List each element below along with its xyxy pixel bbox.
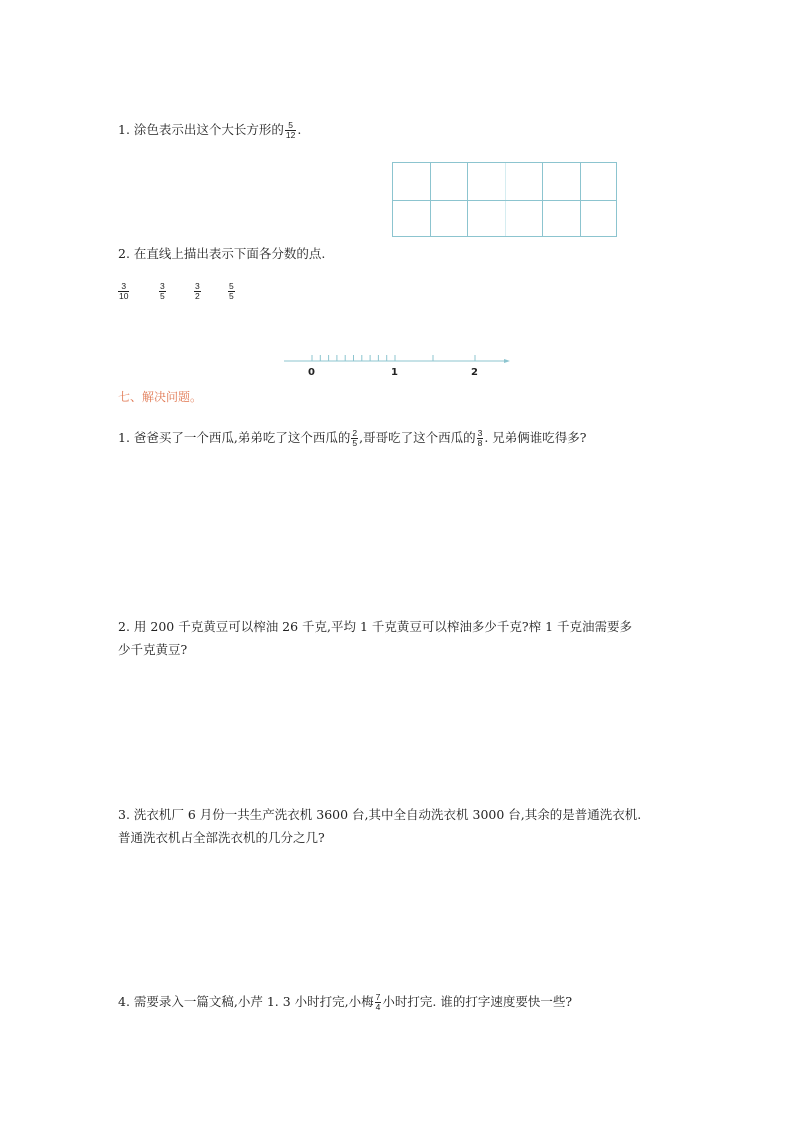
fraction-3-8: $\frac{3}{8}$ [477, 428, 483, 448]
fraction-2-5: $\frac{2}{5}$ [352, 428, 358, 448]
fraction-3-10: $\frac{3}{10}$ [119, 281, 129, 301]
problem-4: 4. 需要录入一篇文稿,小芹 1. 3 小时打完,小梅 $\frac{7}{4}$ 小时打完. 谁的打字速度要快一些? [118, 992, 573, 1012]
section-title: 七、解决问题。 [118, 390, 203, 404]
tick-label-1: 1 [391, 367, 398, 378]
problem-3-line-1: 3. 洗衣机厂 6 月份一共生产洗衣机 3600 台,其中全自动洗衣机 3000 台,其余的是普通洗衣机. [118, 807, 642, 822]
fraction-3-2: $\frac{3}{2}$ [195, 281, 200, 301]
tick-label-2: 2 [471, 367, 478, 378]
fraction-5-5: $\frac{5}{5}$ [229, 281, 234, 301]
problem-2-line-1: 2. 用 200 千克黄豆可以榨油 26 千克,平均 1 千克黄豆可以榨油多少千克?榨 1 千克油需要多 [118, 619, 633, 634]
problem-1: 1. 爸爸买了一个西瓜,弟弟吃了这个西瓜的 $\frac{2}{5}$ ,哥哥吃了这个西瓜的 $\frac{3}{8}$ . 兄弟俩谁吃得多? [118, 428, 587, 448]
arrow-icon [504, 359, 510, 363]
question-1: 1. 涂色表示出这个大长方形的 $\frac{5}{12}$ . [118, 120, 302, 140]
fraction-7-4: $\frac{7}{4}$ [375, 992, 381, 1012]
number-line[interactable] [0, 0, 793, 400]
fraction-5-12: $\frac{5}{12}$ [285, 120, 296, 140]
question-1-text: 1. 涂色表示出这个大长方形的 [118, 122, 284, 137]
tick-label-0: 0 [308, 367, 315, 378]
problem-3-line-2: 普通洗衣机占全部洗衣机的几分之几? [118, 830, 325, 845]
problem-2-line-2: 少千克黄豆? [118, 642, 188, 657]
fraction-3-5: $\frac{3}{5}$ [160, 281, 165, 301]
question-2-text: 2. 在直线上描出表示下面各分数的点. [118, 246, 326, 261]
